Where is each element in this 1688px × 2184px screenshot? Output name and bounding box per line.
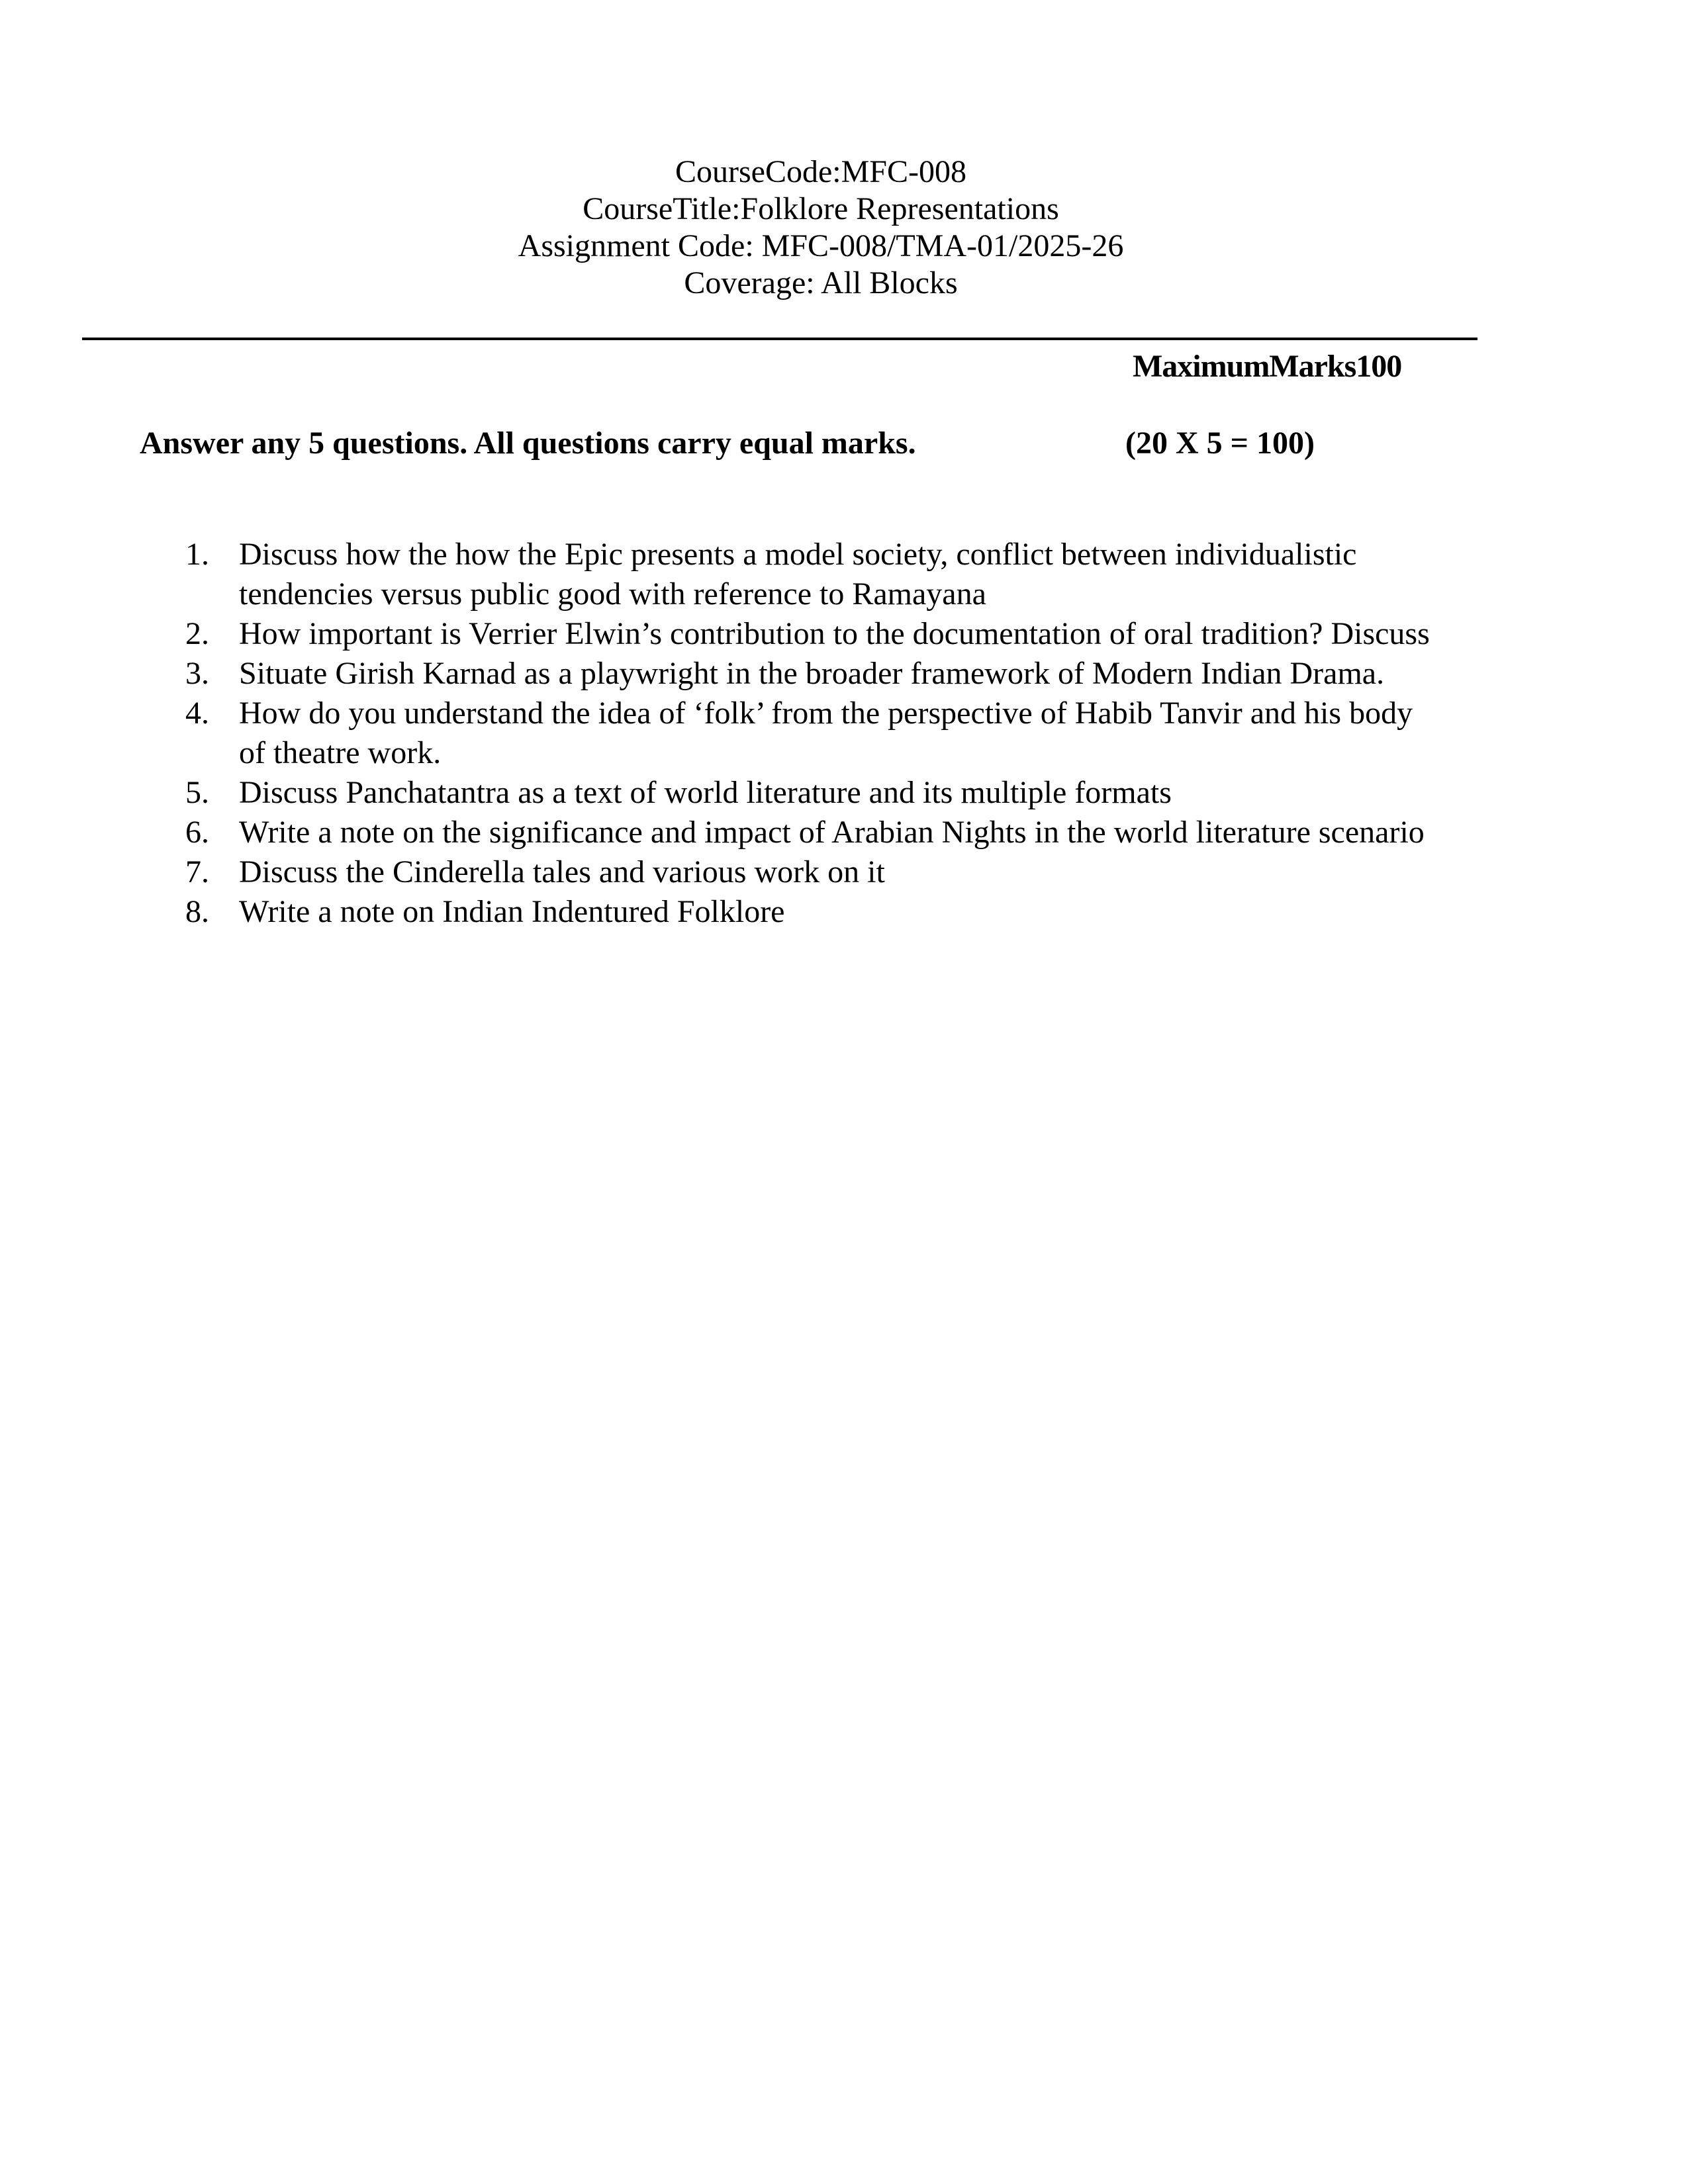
question-7 — [0, 852, 1497, 892]
question-text-line: Situate Girish Karnad as a playwright in the broader framework of Modern Indian Drama. — [239, 656, 1385, 691]
question-number: 8. — [185, 894, 209, 929]
assignment-header — [0, 154, 1642, 302]
marks-formula: (20 X 5 = 100) — [1125, 426, 1315, 461]
question-text-line: Write a note on the significance and impact of Arabian Nights in the world literature scenario — [239, 815, 1425, 850]
question-number: 7. — [185, 854, 209, 889]
question-text-line: How do you understand the idea of ‘folk’ from the perspective of Habib Tanvir and his body — [239, 696, 1413, 731]
maximum-marks: MaximumMarks100 — [1133, 349, 1402, 384]
instructions: Answer any 5 questions. All questions carry equal marks. — [140, 426, 916, 461]
question-5 — [0, 773, 1497, 813]
question-number: 1. — [185, 537, 209, 572]
course-title: CourseTitle:Folklore Representations — [583, 191, 1059, 226]
question-text-line: tendencies versus public good with reference to Ramayana — [239, 576, 986, 612]
question-number: 5. — [185, 775, 209, 810]
question-4 — [0, 694, 1497, 773]
question-text-line: How important is Verrier Elwin’s contribution to the documentation of oral tradition? Discuss — [239, 616, 1430, 651]
question-text-line: of theatre work. — [239, 735, 442, 770]
question-number: 2. — [185, 616, 209, 651]
header-divider — [82, 338, 1477, 340]
question-text-line: Discuss the Cinderella tales and various work on it — [239, 854, 885, 889]
coverage: Coverage: All Blocks — [684, 265, 958, 300]
question-6 — [0, 813, 1497, 852]
question-2 — [0, 614, 1497, 654]
course-code: CourseCode:MFC-008 — [675, 154, 966, 189]
question-1 — [0, 535, 1497, 614]
question-list — [0, 535, 1688, 932]
question-text-line: Discuss Panchatantra as a text of world literature and its multiple formats — [239, 775, 1172, 810]
assignment-code: Assignment Code: MFC-008/TMA-01/2025-26 — [518, 228, 1124, 263]
question-number: 6. — [185, 815, 209, 850]
question-number: 3. — [185, 656, 209, 691]
question-8 — [0, 892, 1497, 932]
question-text-line: Write a note on Indian Indentured Folklore — [239, 894, 785, 929]
question-text-line: Discuss how the how the Epic presents a model society, conflict between individualistic — [239, 537, 1357, 572]
question-number: 4. — [185, 696, 209, 731]
question-3 — [0, 654, 1497, 694]
